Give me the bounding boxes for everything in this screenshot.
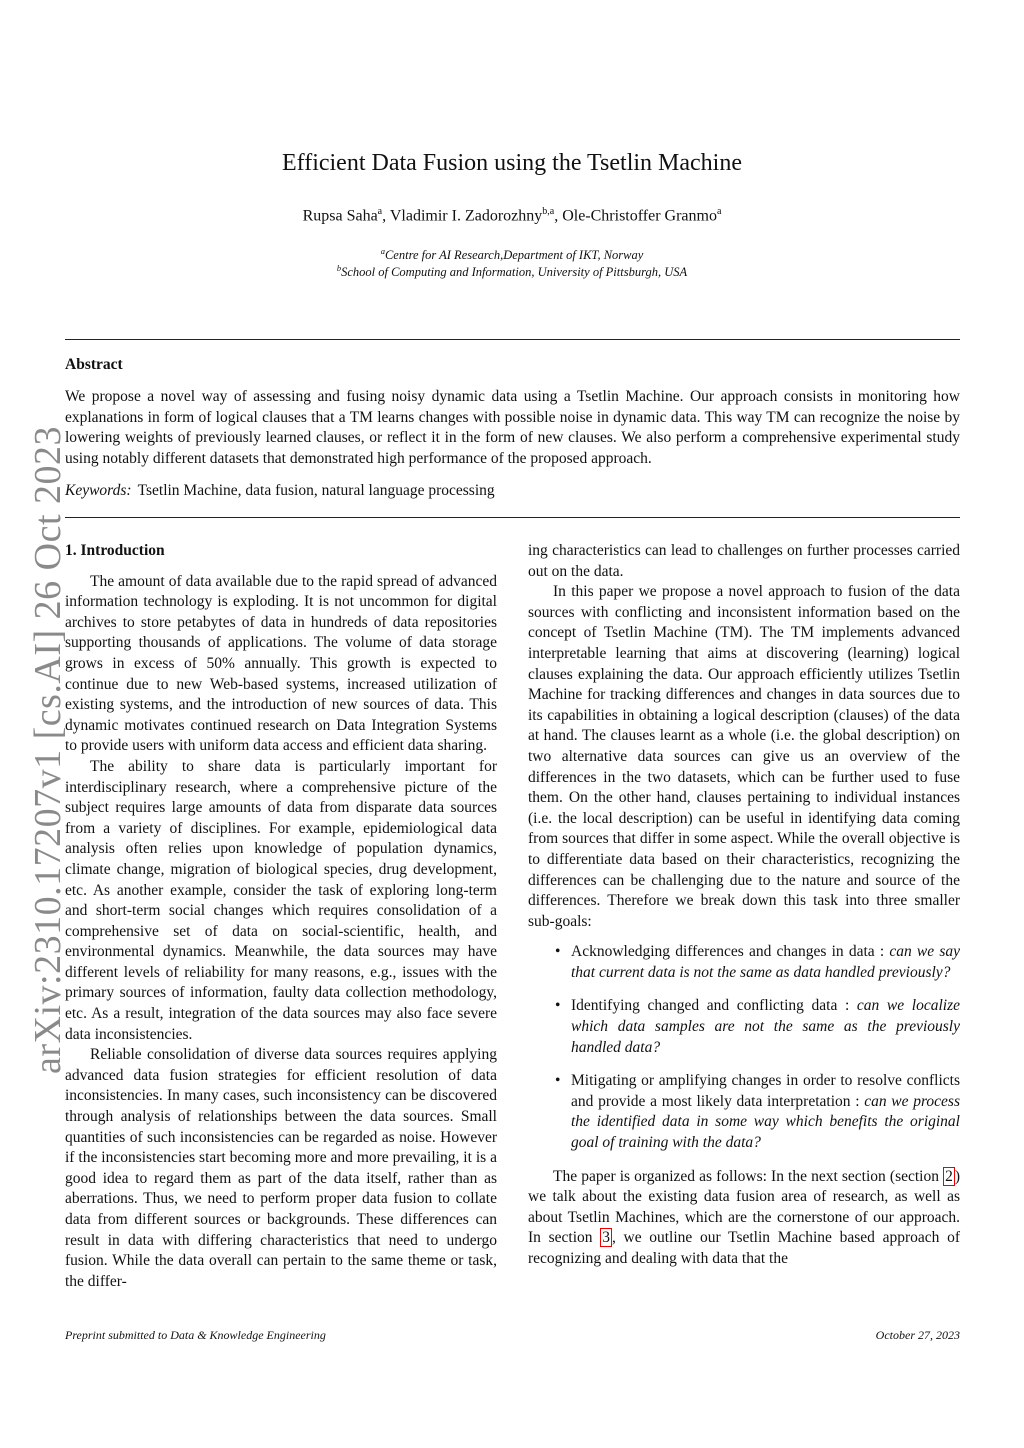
abstract-text: We propose a novel way of assessing and fusing noisy dynamic data using a Tsetlin Machine. Our approach consists in monitoring how explanations in form of logical clauses that a TM learns changes with possible noise in dynamic data. This way TM can recognize the noise by lowering weights of previously learned clauses, or reflect it in the form of new clauses. We also perform a comprehensive experimental study using notably different datasets that demonstrated high performance of the proposed approach.: [65, 388, 960, 467]
intro-paragraph-4: In this paper we propose a novel approach to fusion of the data sources with conflicting and inconsistent information based on the concept of Tsetlin Machine (TM). The TM implements advanced interpretable learning that aims at discovering (learning) logical clauses explaining the data. Our approach efficiently utilizes Tsetlin Machine for tracking differences and changes in data sources due to its capabilities in obtaining a logical description (clauses) of the data at hand. The clauses learnt as a whole (i.e. the global description) on two alternative data sources can give us an overview of the differences in the two datasets, which can be further used to fuse them. On the other hand, clauses pertaining to individual instances (i.e. the local description) can be useful in identifying data coming from sources that differ in some aspect. While the overall objective is to differentiate data based on their characteristics, recognizing the differences can be challenging due to the nature and source of the differences. Therefore we break down this task into three smaller sub-goals:: [528, 583, 960, 930]
keywords-label: Keywords:: [65, 482, 132, 499]
author-list: [0, 206, 1024, 225]
author-affiliation-mark: b,a: [542, 206, 555, 217]
footer-preprint-note: Preprint submitted to Data & Knowledge Engineering: [65, 1328, 326, 1342]
sub-goals-list: [528, 942, 960, 1153]
intro-paragraph-3: Reliable consolidation of diverse data sources requires applying advanced data fusion strategies for efficient resolution of data inconsistencies. In many cases, such inconsistency can be discovered through analysis of relationships between the data sources. Small quantities of such inconsistencies can be regarded as noise. However if the inconsistencies start becoming more and more prevailing, it is a good idea to regard them as part of the data itself, rather than as aberrations. Thus, we need to perform proper data fusion to collate data from different sources or backgrounds. These differences can result in data with differing characteristics that need to undergo fusion. While the data overall can pertain to the same theme or task, the differ-: [65, 1046, 497, 1290]
author-affiliation-mark: a: [716, 206, 722, 217]
section-3-link[interactable]: 3: [602, 1229, 610, 1247]
author-name: Vladimir I. Zadorozhny: [389, 207, 543, 225]
left-column: [65, 541, 497, 1292]
paper-title: Efficient Data Fusion using the Tsetlin Machine: [281, 150, 743, 176]
abstract-heading: Abstract: [65, 356, 123, 373]
author-name: Ole-Christoffer Granmo: [562, 207, 717, 225]
author-separator: ,: [554, 207, 563, 225]
abstract-bottom-rule: [65, 517, 960, 518]
author-separator: ,: [382, 207, 390, 225]
footer-date: October 27, 2023: [875, 1328, 960, 1342]
list-item: • Acknowledging differences and changes in data : can we say that current data is not the same as data handled previously?: [571, 942, 960, 983]
section-2-link[interactable]: 2: [945, 1167, 953, 1185]
keywords-text: Tsetlin Machine, data fusion, natural language processing: [137, 482, 495, 499]
keywords-line: [65, 482, 495, 500]
intro-paragraph-1: The amount of data available due to the rapid spread of advanced information technology is exploding. It is not uncommon for digital archives to store petabytes of data in hundreds of data repositories supporting thousands of applications. The volume of data storage grows in excess of 50% annually. This growth is expected to continue due to new Web-based systems, increased utilization of existing systems, and the introduction of new sources of data. This dynamic motivates continued research on Data Integration Systems to provide users with uniform data access and efficient data sharing.: [65, 572, 497, 755]
intro-continuation: ing characteristics can lead to challenges on further processes carried out on the data.: [528, 542, 960, 580]
list-item: • Mitigating or amplifying changes in order to resolve conflicts and provide a most likely data interpretation : can we process the identified data in some way which benefits the original goal of training with the data?: [571, 1071, 960, 1153]
section-heading-introduction: 1. Introduction: [65, 542, 165, 559]
list-item: • Identifying changed and conflicting data : can we localize which data samples are not the same as the previously handled data?: [571, 996, 960, 1058]
author-name: Rupsa Saha: [302, 207, 378, 225]
affiliation-a: $^a$Centre for AI Research,Department of IKT, Norway: [380, 246, 644, 263]
right-column: [528, 541, 960, 1270]
top-rule: [65, 339, 960, 340]
arxiv-id-text: arXiv:2310.17207v1 [cs.AI] 26 Oct 2023: [27, 425, 69, 1075]
affiliation-b: $^b$School of Computing and Information, University of Pittsburgh, USA: [336, 263, 688, 280]
intro-paragraph-2: The ability to share data is particularly important for interdisciplinary research, where a comprehensive picture of the subject requires large amounts of data from disparate data sources from a variety of disciplines. For example, epidemiological data analysis often relies upon knowledge of population dynamics, climate change, migration of biological species, drug development, etc. As another example, consider the task of exploring long-term and short-term social changes which requires consolidation of a comprehensive set of data on social-scientific, health, and environmental dynamics. Meanwhile, the data sources may have different levels of reliability for many reasons, e.g., issues with the primary sources of information, faulty data collection methodology, etc. As a result, integration of the data sources may also face severe data inconsistencies.: [65, 757, 497, 1043]
author-affiliation-mark: a: [377, 206, 383, 217]
organization-paragraph: The paper is organized as follows: In the next section (section 2 ) we talk about the existing data fusion area of research, as well as about Tsetlin Machines, which are the cornerstone of our approach. In section 3 , we outline our Tsetlin Machine based approach of recognizing and dealing with data that the: [528, 1167, 960, 1267]
